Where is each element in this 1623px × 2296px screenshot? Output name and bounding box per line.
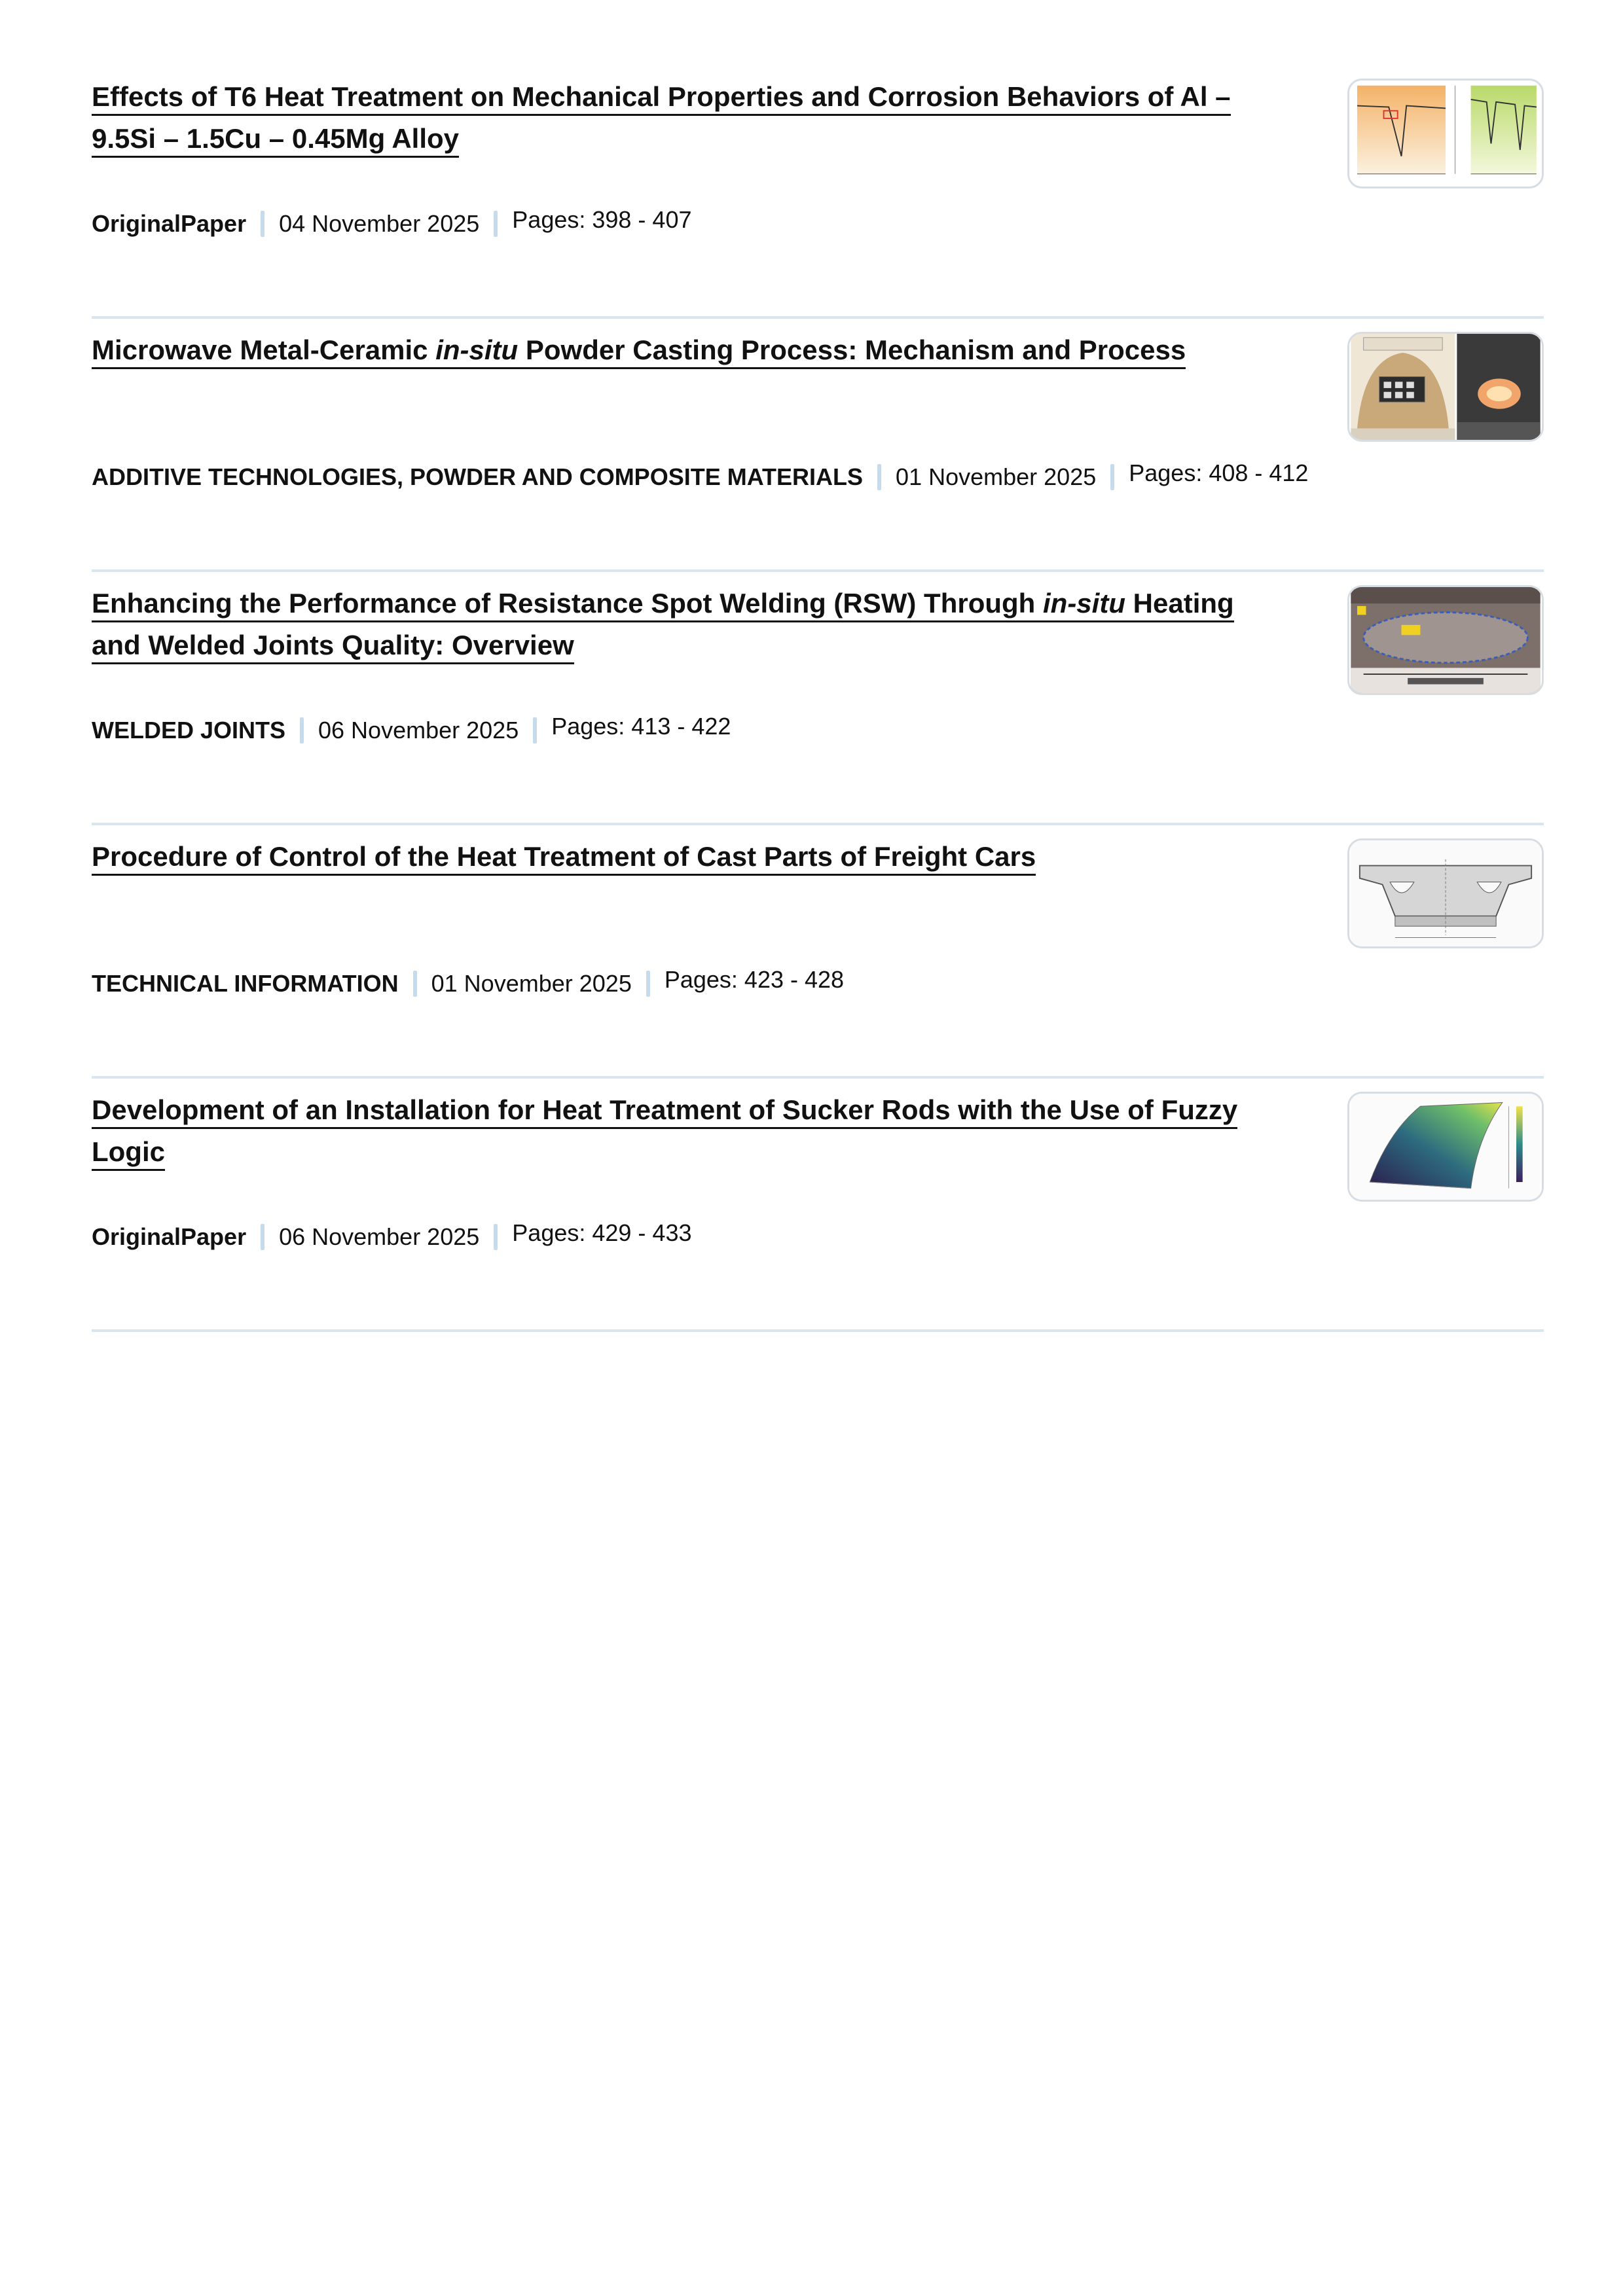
article-title-link[interactable] xyxy=(92,329,1257,371)
article-thumbnail[interactable] xyxy=(1347,1092,1544,1202)
meta-separator xyxy=(646,971,650,997)
article-thumbnail[interactable] xyxy=(1347,838,1544,948)
dsc-chart-image xyxy=(1349,81,1542,187)
article-type: ADDITIVE TECHNOLOGIES, POWDER AND COMPOSITE MATERIALS xyxy=(92,463,864,490)
article-title-link[interactable] xyxy=(92,836,1257,878)
rsw-fusion-zone-image xyxy=(1349,587,1542,693)
microwave-casting-image xyxy=(1349,334,1542,440)
article-date: 01 November 2025 xyxy=(896,463,1097,490)
article-thumbnail[interactable] xyxy=(1347,585,1544,695)
article-pages: Pages: 398 - 407 xyxy=(512,206,692,233)
article-thumbnail[interactable] xyxy=(1347,79,1544,188)
article-thumbnail[interactable] xyxy=(1347,332,1544,442)
meta-separator xyxy=(494,211,498,237)
title-part[interactable]: Enhancing the Performance of Resistance Spot Welding (RSW) Through xyxy=(92,588,1043,619)
article-meta xyxy=(92,459,1309,492)
meta-separator xyxy=(877,464,881,490)
article-pages: Pages: 413 - 422 xyxy=(551,713,731,740)
article-pages: Pages: 423 - 428 xyxy=(664,966,845,993)
freight-car-drawing-image xyxy=(1349,840,1542,946)
article-title-link[interactable] xyxy=(92,583,1257,666)
title-italic-part[interactable]: in-situ xyxy=(435,334,519,365)
title-part[interactable]: Heating and Welded Joints Quality: Overview xyxy=(92,588,1234,660)
article-item xyxy=(92,319,1544,572)
article-title[interactable]: Effects of T6 Heat Treatment on Mechanical Properties and Corrosion Behaviors of Al – 9.5Si – 1.5Cu – 0.45Mg Alloy xyxy=(92,81,1231,158)
article-title-link[interactable] xyxy=(92,1089,1257,1173)
article-item xyxy=(92,65,1544,319)
article-meta xyxy=(92,713,731,745)
meta-separator xyxy=(261,211,264,237)
article-meta xyxy=(92,206,692,238)
article-type: OriginalPaper xyxy=(92,1223,247,1250)
title-part[interactable]: Microwave Metal-Ceramic xyxy=(92,334,436,365)
meta-separator xyxy=(261,1224,264,1250)
article-item xyxy=(92,825,1544,1079)
article-date: 06 November 2025 xyxy=(318,717,519,744)
meta-separator xyxy=(413,971,417,997)
meta-separator xyxy=(1110,464,1114,490)
surface-plot-image xyxy=(1349,1094,1542,1200)
article-type: OriginalPaper xyxy=(92,210,247,237)
meta-separator xyxy=(494,1224,498,1250)
article-title[interactable] xyxy=(92,334,1186,369)
article-title[interactable]: Procedure of Control of the Heat Treatment of Cast Parts of Freight Cars xyxy=(92,841,1036,876)
article-type: WELDED JOINTS xyxy=(92,717,286,744)
article-date: 06 November 2025 xyxy=(279,1223,480,1250)
article-item xyxy=(92,1079,1544,1332)
article-date: 04 November 2025 xyxy=(279,210,480,237)
article-pages: Pages: 429 - 433 xyxy=(512,1219,692,1246)
article-pages: Pages: 408 - 412 xyxy=(1129,459,1309,486)
title-italic-part[interactable]: in-situ xyxy=(1043,588,1125,619)
title-part[interactable]: Powder Casting Process: Mechanism and Process xyxy=(518,334,1186,365)
meta-separator xyxy=(533,717,537,744)
article-item xyxy=(92,572,1544,825)
meta-separator xyxy=(300,717,304,744)
article-title[interactable]: Development of an Installation for Heat Treatment of Sucker Rods with the Use of Fuzzy Logic xyxy=(92,1094,1237,1171)
article-title-link[interactable] xyxy=(92,76,1257,160)
article-title[interactable] xyxy=(92,588,1234,664)
article-type: TECHNICAL INFORMATION xyxy=(92,970,399,997)
article-meta xyxy=(92,966,845,998)
article-meta xyxy=(92,1219,692,1251)
article-date: 01 November 2025 xyxy=(431,970,632,997)
